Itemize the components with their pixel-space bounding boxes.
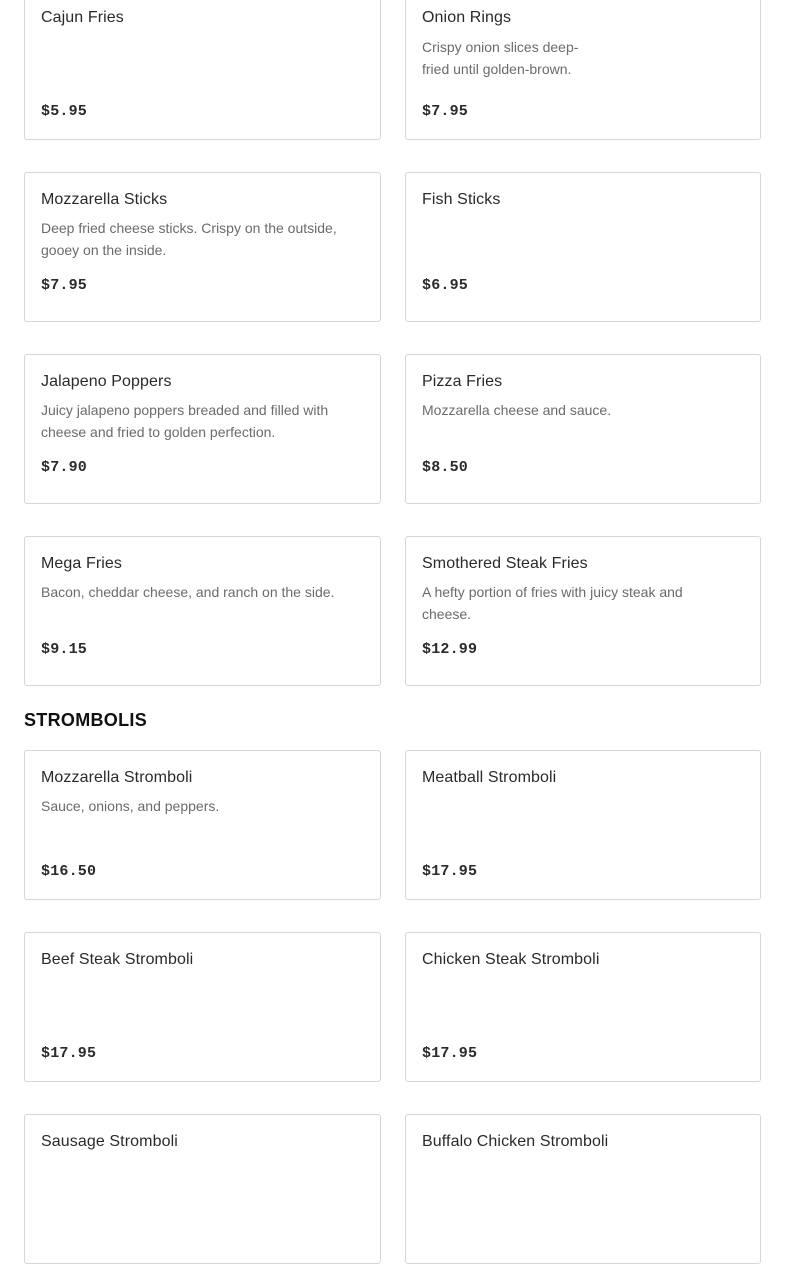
section-title-strombolis: STROMBOLIS: [24, 710, 147, 730]
item-name: Sausage Stromboli: [41, 1133, 178, 1150]
item-price: $17.95: [422, 863, 478, 880]
item-description: Juicy jalapeno poppers breaded and filled with cheese and fried to golden perfection.: [41, 402, 329, 440]
item-price: $17.95: [41, 1045, 97, 1062]
item-name: Chicken Steak Stromboli: [422, 951, 600, 968]
item-name: Beef Steak Stromboli: [41, 951, 194, 968]
item-price: $7.90: [41, 459, 88, 476]
item-description: Sauce, onions, and peppers.: [41, 798, 220, 814]
item-description: Bacon, cheddar cheese, and ranch on the side.: [41, 584, 335, 600]
item-price: $5.95: [41, 103, 88, 120]
menu-item-card[interactable]: [405, 536, 761, 686]
menu-item-card[interactable]: [405, 932, 761, 1082]
item-price: $7.95: [41, 277, 88, 294]
menu-item-card[interactable]: [24, 1114, 381, 1264]
item-description: Deep fried cheese sticks. Crispy on the outside, gooey on the inside.: [41, 220, 337, 258]
item-name: Mozzarella Sticks: [41, 191, 168, 208]
menu-item-card[interactable]: [24, 172, 381, 322]
item-name: Jalapeno Poppers: [41, 373, 172, 390]
item-description: Crispy onion slices deep-fried until golden-brown.: [422, 39, 579, 77]
item-name: Pizza Fries: [422, 373, 503, 390]
item-name: Fish Sticks: [422, 191, 501, 208]
menu-item-card[interactable]: [405, 354, 761, 504]
menu-item-card[interactable]: [405, 0, 761, 140]
menu-item-card[interactable]: [405, 1114, 761, 1264]
item-price: $16.50: [41, 863, 97, 880]
item-price: $8.50: [422, 459, 469, 476]
item-name: Meatball Stromboli: [422, 769, 557, 786]
item-name: Cajun Fries: [41, 9, 124, 26]
item-name: Mega Fries: [41, 555, 123, 572]
menu-item-card[interactable]: [405, 750, 761, 900]
menu-item-card[interactable]: [24, 0, 381, 140]
item-price: $6.95: [422, 277, 469, 294]
item-description: Mozzarella cheese and sauce.: [422, 402, 612, 418]
item-price: $9.15: [41, 641, 88, 658]
item-name: Smothered Steak Fries: [422, 555, 588, 572]
item-name: Onion Rings: [422, 9, 512, 26]
menu-item-card[interactable]: [24, 932, 381, 1082]
item-name: Mozzarella Stromboli: [41, 769, 193, 786]
item-price: $7.95: [422, 103, 469, 120]
menu-item-card[interactable]: [405, 172, 761, 322]
menu-item-card[interactable]: [24, 750, 381, 900]
item-price: $17.95: [422, 1045, 478, 1062]
item-name: Buffalo Chicken Stromboli: [422, 1133, 609, 1150]
menu-item-card[interactable]: [24, 354, 381, 504]
item-price: $12.99: [422, 641, 478, 658]
item-description: A hefty portion of fries with juicy steak and cheese.: [422, 584, 683, 622]
menu-item-card[interactable]: [24, 536, 381, 686]
